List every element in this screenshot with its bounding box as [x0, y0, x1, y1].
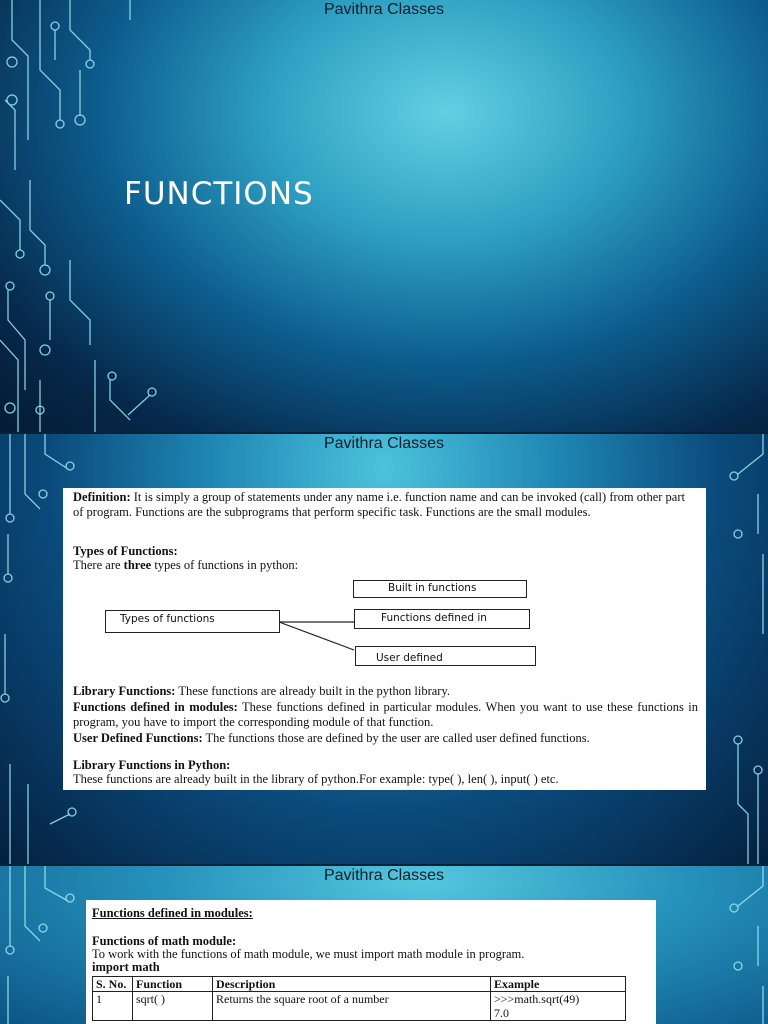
libpy-heading-text: Library Functions in Python: [73, 758, 231, 772]
diagram-root-box: Types of functions [105, 610, 280, 633]
circuit-decoration-right [708, 434, 768, 864]
modules-text: These functions defined in particular modules. When you want to use these functions in program, you have to import the corresponding module of that function. [73, 700, 698, 729]
library-paragraph [73, 684, 698, 699]
table-header-cell: Example [491, 977, 626, 992]
import-line [92, 960, 652, 975]
table-header-row [93, 977, 626, 992]
table-cell: sqrt( ) [133, 992, 213, 1021]
library-label: Library Functions: [73, 684, 176, 698]
table-cell-example [491, 992, 626, 1021]
modules-label: Functions defined in modules: [73, 700, 238, 714]
types-intro-post: types of functions in python: [151, 558, 299, 572]
math-heading-text: Functions of math module: [92, 934, 237, 948]
diagram-modules-box: Functions defined in [354, 609, 530, 629]
slide-header: Pavithra Classes [323, 435, 445, 452]
example-code: >>>math.sqrt(49) [494, 992, 580, 1006]
modules-paragraph [73, 700, 698, 730]
math-functions-table [92, 976, 626, 1021]
libpy-heading [73, 758, 698, 773]
user-label: User Defined Functions: [73, 731, 203, 745]
table-header-cell: Function [133, 977, 213, 992]
table-header-cell: S. No. [93, 977, 133, 992]
user-paragraph [73, 731, 698, 746]
table-cell: 1 [93, 992, 133, 1021]
math-text: To work with the functions of math module, we must import math module in program. [92, 947, 525, 961]
table-cell: Returns the square root of a number [213, 992, 491, 1021]
circuit-decoration-left [0, 866, 80, 1024]
slide-header: Pavithra Classes [323, 867, 445, 884]
slide-title-text: FUNCTIONS [124, 176, 314, 212]
import-line-text: import math [92, 960, 160, 974]
definition-label: Definition: [73, 490, 131, 504]
circuit-decoration [0, 0, 160, 432]
diagram-builtin-box: Built in functions [353, 580, 527, 598]
types-heading-text: Types of Functions: [73, 544, 178, 558]
types-intro-pre: There are [73, 558, 124, 572]
definition-text: It is simply a group of statements under any name i.e. function name and can be invoked (call) from other part of program. Functions are the subprograms that perform specific task. Functions are the small modules. [73, 490, 685, 519]
libpy-text: These functions are already built in the library of python.For example: type( ), len( ), input( ) etc. [73, 772, 559, 786]
slide-header: Pavithra Classes [323, 1, 445, 18]
user-text: The functions those are defined by the user are called user defined functions. [202, 731, 590, 745]
circuit-decoration-right [708, 866, 768, 1024]
types-intro-bold: three [123, 558, 152, 572]
slide-modules [0, 866, 768, 1024]
content-panel [86, 900, 656, 1024]
diagram-user-box: User defined [355, 646, 536, 666]
section-heading-text: Functions defined in modules: [92, 906, 253, 920]
table-header-cell: Description [213, 977, 491, 992]
slide-title [0, 0, 768, 432]
example-output: 7.0 [494, 1006, 509, 1020]
content-panel [63, 488, 706, 790]
library-text: These functions are already built in the python library. [175, 684, 451, 698]
slide-definition [0, 434, 768, 864]
table-row [93, 992, 626, 1021]
section-heading [92, 906, 652, 921]
